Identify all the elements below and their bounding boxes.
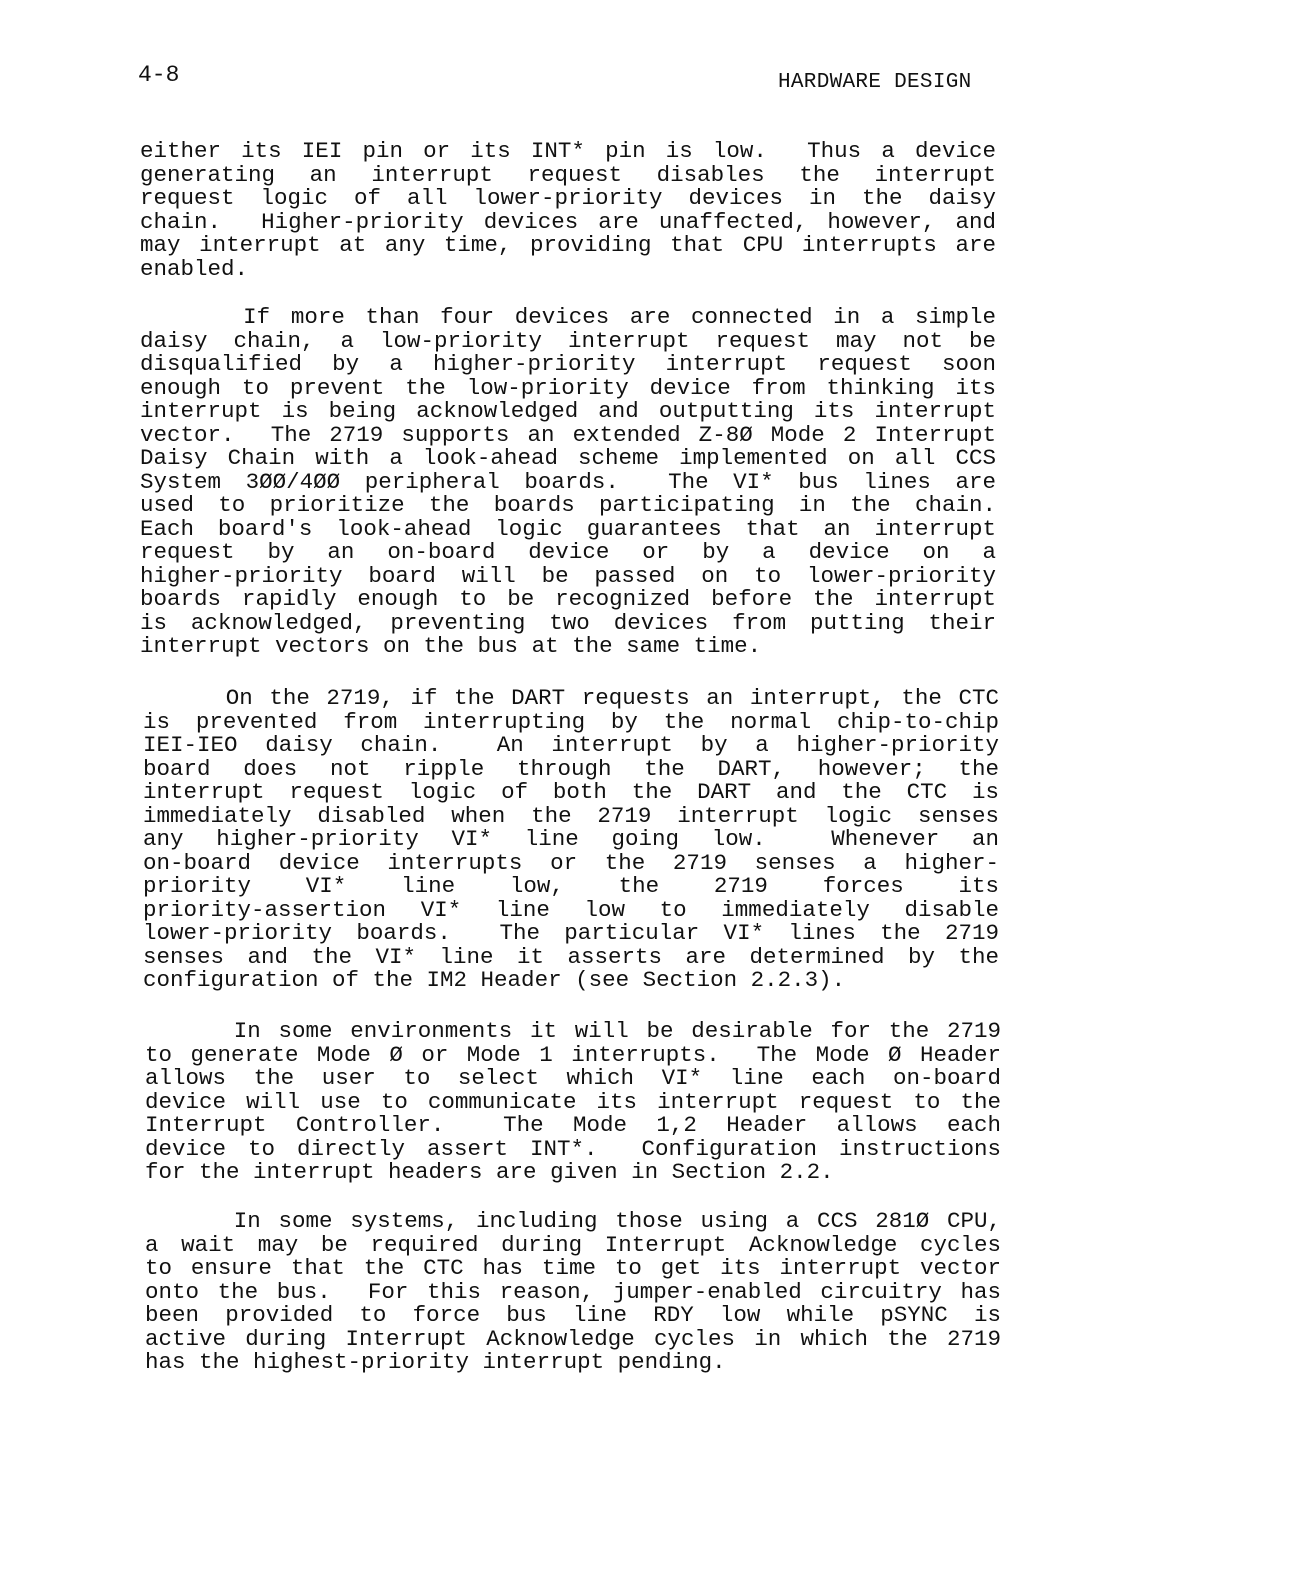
text-line: Each board's look-ahead logic guarantees that an interrupt <box>140 515 996 542</box>
text-line: senses and the VI* line it asserts are determined by the <box>143 943 999 970</box>
text-line: If more than four devices are connected in a simple <box>140 304 996 330</box>
text-line: System 3ØØ/4ØØ peripheral boards. The VI* bus lines are <box>140 468 996 495</box>
text-line: IEI-IEO daisy chain. An interrupt by a higher-priority <box>143 732 999 758</box>
text-line: onto the bus. For this reason, jumper-enabled circuitry has <box>145 1278 1001 1305</box>
text-line: allows the user to select which VI* line each on-board <box>145 1065 1001 1091</box>
text-line: enough to prevent the low-priority device from thinking its <box>140 374 996 401</box>
text-line: generating an interrupt request disables the interrupt <box>140 161 996 188</box>
text-line: is prevented from interrupting by the normal chip-to-chip <box>143 708 999 735</box>
text-line: has the highest-priority interrupt pending. <box>145 1349 726 1375</box>
paragraph-4 <box>145 1020 1001 1185</box>
text-line: interrupt request logic of both the DART and the CTC is <box>143 779 999 805</box>
text-line: On the 2719, if the DART requests an interrupt, the CTC <box>143 685 999 711</box>
text-line: daisy chain, a low-priority interrupt request may not be <box>140 327 996 354</box>
text-line: board does not ripple through the DART, however; the <box>143 755 999 782</box>
text-line: immediately disabled when the 2719 interrupt logic senses <box>143 802 999 829</box>
text-line: interrupt vectors on the bus at the same time. <box>140 633 762 659</box>
text-line: In some systems, including those using a CCS 281Ø CPU, <box>145 1208 1001 1234</box>
section-title: HARDWARE DESIGN <box>778 71 972 94</box>
paragraph-2 <box>140 306 996 659</box>
text-line: device to directly assert INT*. Configuration instructions <box>145 1135 1001 1162</box>
text-line: active during Interrupt Acknowledge cycles in which the 2719 <box>145 1325 1001 1352</box>
text-line: request logic of all lower-priority devices in the daisy <box>140 185 996 211</box>
text-line: In some environments it will be desirable for the 2719 <box>145 1018 1001 1044</box>
text-line: is acknowledged, preventing two devices from putting their <box>140 609 996 636</box>
text-line: configuration of the IM2 Header (see Section 2.2.3). <box>143 967 846 993</box>
text-line: a wait may be required during Interrupt Acknowledge cycles <box>145 1231 1001 1258</box>
text-line: to ensure that the CTC has time to get its interrupt vector <box>145 1255 1001 1281</box>
text-line: enabled. <box>140 255 249 282</box>
text-line: higher-priority board will be passed on to lower-priority <box>140 562 996 589</box>
page-number: 4-8 <box>138 62 180 88</box>
text-line: vector. The 2719 supports an extended Z-8Ø Mode 2 Interrupt <box>140 421 996 448</box>
text-line: may interrupt at any time, providing that CPU interrupts are <box>140 232 996 258</box>
text-line: used to prioritize the boards participating in the chain. <box>140 492 996 518</box>
text-line: Daisy Chain with a look-ahead scheme implemented on all CCS <box>140 445 996 471</box>
paragraph-1 <box>140 140 996 281</box>
text-line: to generate Mode Ø or Mode 1 interrupts. The Mode Ø Header <box>145 1041 1001 1068</box>
text-line: on-board device interrupts or the 2719 senses a higher- <box>143 849 999 876</box>
text-line: Interrupt Controller. The Mode 1,2 Header allows each <box>145 1112 1001 1138</box>
text-line: lower-priority boards. The particular VI* lines the 2719 <box>143 920 999 946</box>
text-line: device will use to communicate its interrupt request to the <box>145 1088 1001 1115</box>
text-line: boards rapidly enough to be recognized before the interrupt <box>140 586 996 612</box>
paragraph-3 <box>143 687 999 993</box>
text-line: for the interrupt headers are given in Section 2.2. <box>145 1159 834 1185</box>
text-line: chain. Higher-priority devices are unaffected, however, and <box>140 208 996 235</box>
text-line: priority-assertion VI* line low to immediately disable <box>143 896 999 923</box>
text-line: priority VI* line low, the 2719 forces its <box>143 873 999 899</box>
paragraph-5 <box>145 1210 1001 1375</box>
text-line: either its IEI pin or its INT* pin is low. Thus a device <box>140 138 996 164</box>
text-line: request by an on-board device or by a device on a <box>140 539 996 565</box>
text-line: any higher-priority VI* line going low. Whenever an <box>143 826 999 852</box>
text-line: disqualified by a higher-priority interrupt request soon <box>140 351 996 377</box>
text-line: been provided to force bus line RDY low while pSYNC is <box>145 1302 1001 1328</box>
text-line: interrupt is being acknowledged and outputting its interrupt <box>140 398 996 424</box>
